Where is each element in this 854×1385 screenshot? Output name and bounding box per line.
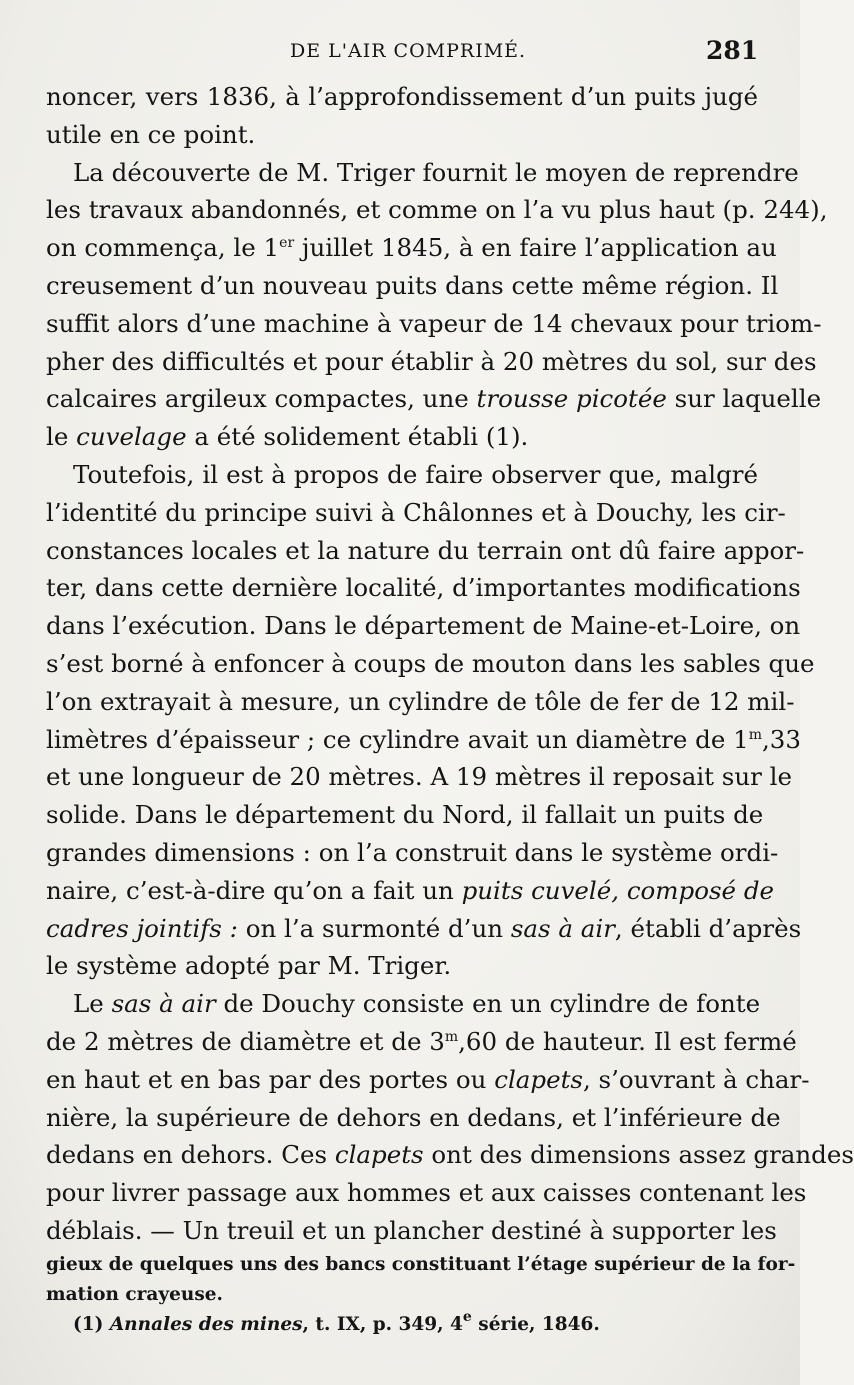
footnotes <box>46 1250 796 1340</box>
text-line: s’est borné à enfoncer à coups de mouton dans les sables que <box>46 648 815 678</box>
footnote-line: mation crayeuse. <box>46 1284 223 1305</box>
text-line: cadres jointifs : on l’a surmonté d’un sas à air, établi d’après <box>46 913 802 943</box>
text-line: Le sas à air de Douchy consiste en un cylindre de fonte <box>73 989 761 1019</box>
text-line: noncer, vers 1836, à l’approfondissement d’un puits jugé <box>46 82 758 111</box>
text-line: Toutefois, il est à propos de faire observer que, malgré <box>73 459 758 489</box>
text-line: pour livrer passage aux hommes et aux caisses contenant les <box>46 1178 807 1208</box>
text-line: grandes dimensions : on l’a construit dans le système ordi- <box>46 837 779 867</box>
text-line: pher des difficultés et pour établir à 20 mètres du sol, sur des <box>46 346 817 376</box>
text-line: limètres d’épaisseur ; ce cylindre avait un diamètre de 1$^m$,33 <box>46 724 801 754</box>
text-line: constances locales et la nature du terrain ont dû faire appor- <box>46 535 805 565</box>
running-title: DE L'AIR COMPRIMÉ. <box>290 40 527 62</box>
page-header <box>0 36 800 66</box>
text-line: naire, c’est-à-dire qu’on a fait un puits cuvelé, composé de <box>46 875 775 905</box>
text-line: déblais. — Un treuil et un plancher destiné à supporter les <box>46 1215 777 1245</box>
text-line: on commença, le 1er juillet 1845, à en faire l’application au <box>46 233 777 263</box>
text-line: l’on extrayait à mesure, un cylindre de tôle de fer de 12 mil- <box>46 686 795 716</box>
text-line: les travaux abandonnés, et comme on l’a vu plus haut (p. 244), <box>46 195 828 225</box>
text-line: dans l’exécution. Dans le département de Maine-et-Loire, on <box>46 611 801 641</box>
text-line: le cuvelage a été solidement établi (1). <box>46 422 529 452</box>
page-number: 281 <box>706 36 759 65</box>
text-line: et une longueur de 20 mètres. A 19 mètres il reposait sur le <box>46 762 792 792</box>
text-line: utile en ce point. <box>46 119 256 149</box>
text-line: suffit alors d’une machine à vapeur de 14 chevaux pour triom- <box>46 308 822 338</box>
text-line: de 2 mètres de diamètre et de 3$^m$,60 de hauteur. Il est fermé <box>46 1026 797 1056</box>
text-line: solide. Dans le département du Nord, il fallait un puits de <box>46 800 764 830</box>
footnote-line: gieux de quelques uns des bancs constituant l’étage supérieur de la for- <box>46 1254 796 1275</box>
text-line: en haut et en bas par des portes ou clapets, s’ouvrant à char- <box>46 1064 810 1094</box>
text-line: ter, dans cette dernière localité, d’importantes modifications <box>46 573 801 603</box>
text-line: le système adopté par M. Triger. <box>46 951 452 981</box>
text-line: l’identité du principe suivi à Châlonnes et à Douchy, les cir- <box>46 497 786 527</box>
text-line: calcaires argileux compactes, une trousse picotée sur laquelle <box>46 384 822 414</box>
footnote-line: (1) Annales des mines, t. IX, p. 349, 4e série, 1846. <box>73 1309 600 1335</box>
body-text <box>46 78 854 1250</box>
text-line: creusement d’un nouveau puits dans cette même région. Il <box>46 270 779 300</box>
text-line: nière, la supérieure de dehors en dedans, et l’inférieure de <box>46 1102 781 1132</box>
text-line: La découverte de M. Triger fournit le moyen de reprendre <box>73 157 799 187</box>
text-line: dedans en dehors. Ces clapets ont des dimensions assez grandes <box>46 1140 854 1170</box>
